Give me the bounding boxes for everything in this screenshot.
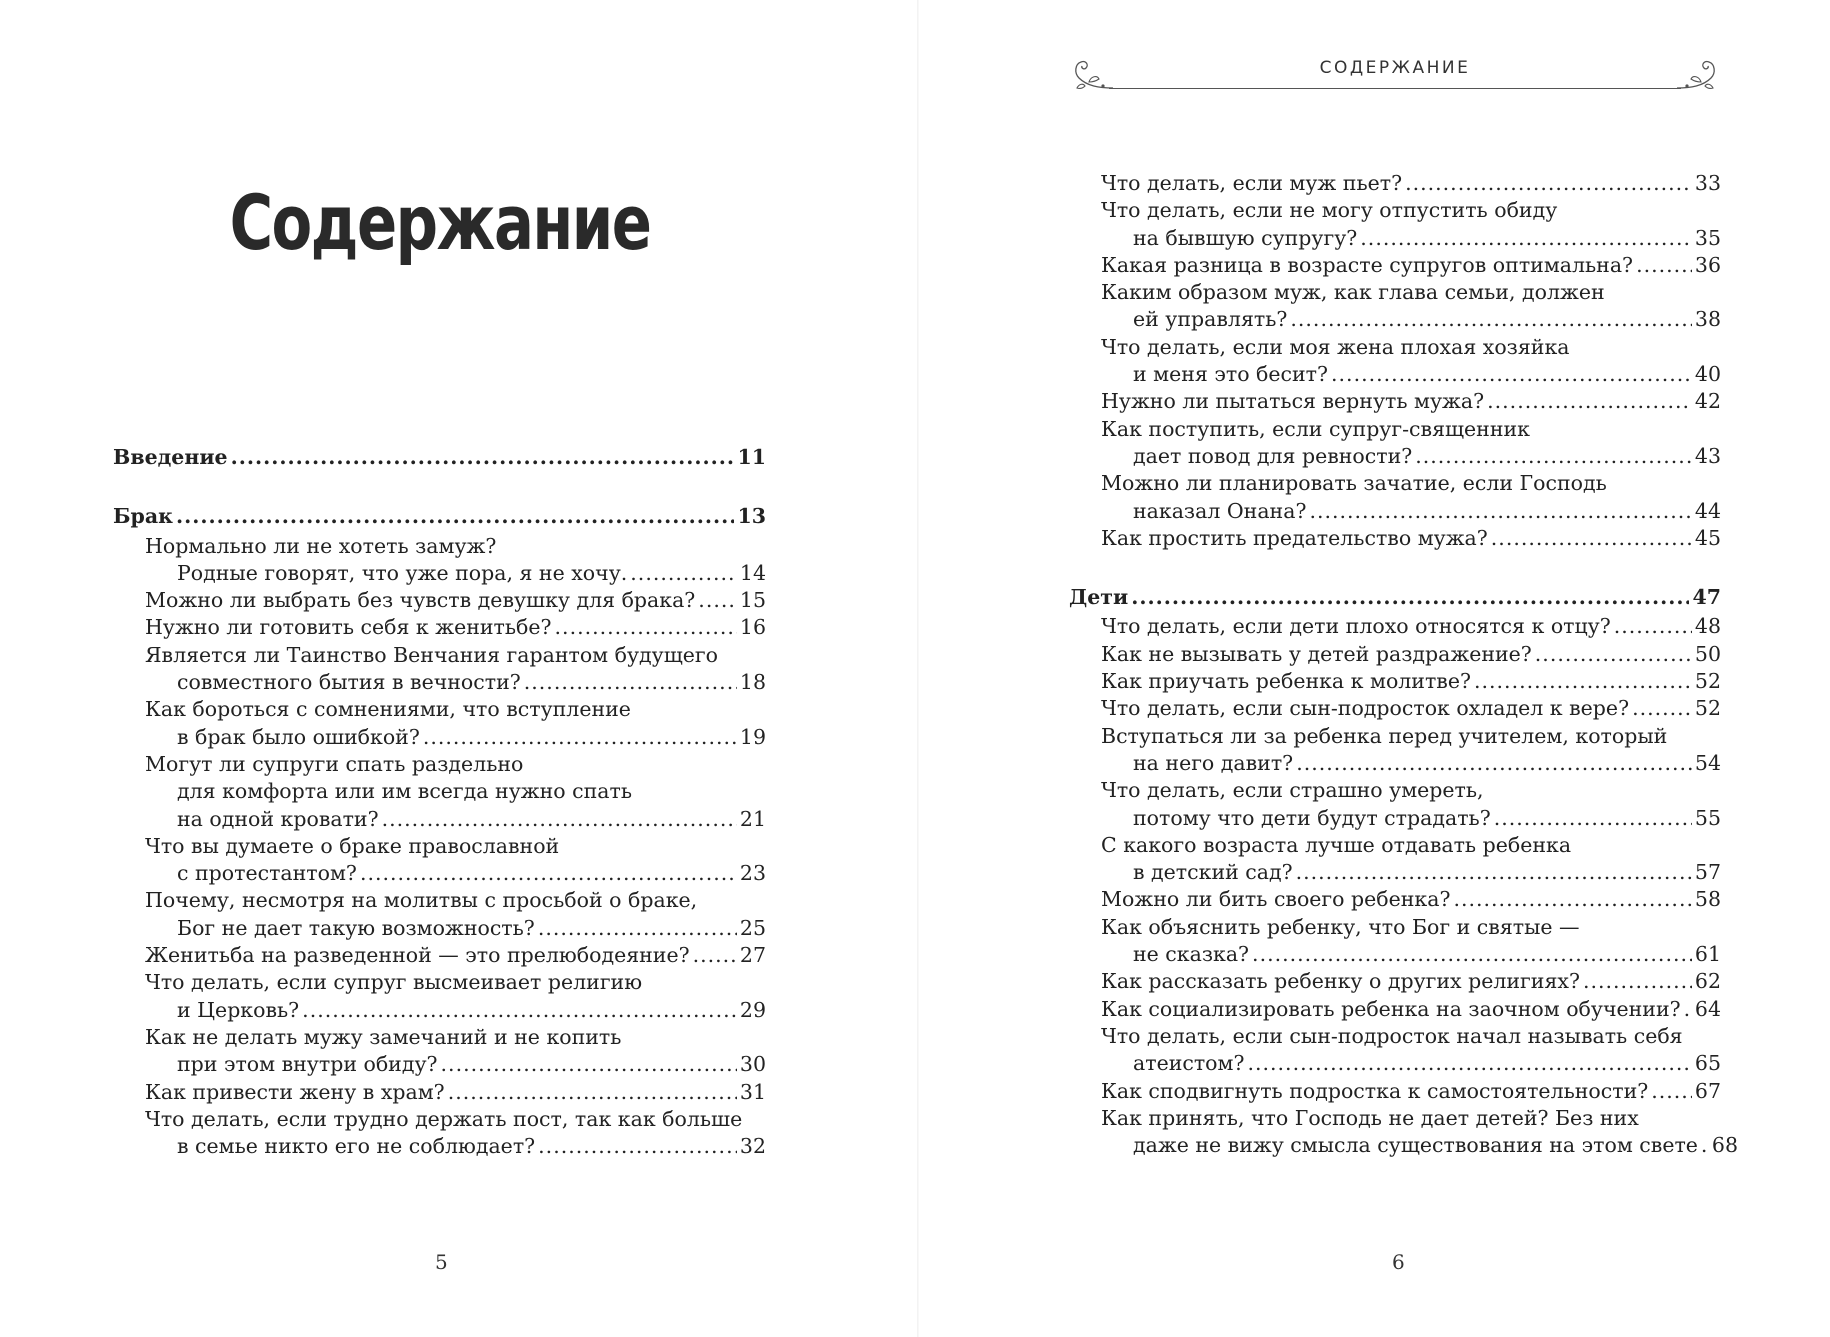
toc-entry	[113, 587, 766, 614]
toc-page-number: 11	[737, 445, 766, 469]
toc-page-number: 27	[739, 943, 766, 968]
toc-entry	[1069, 306, 1721, 333]
toc-entry	[113, 860, 766, 887]
dot-leader	[1405, 170, 1692, 197]
dot-leader	[1360, 225, 1692, 252]
toc-entry	[1069, 613, 1721, 640]
toc-section-entry	[1069, 584, 1721, 611]
dot-leader	[1487, 388, 1692, 415]
toc-page-number: 31	[739, 1079, 766, 1104]
dot-leader	[630, 560, 737, 587]
toc-entry-text: Бог не дает такую возможность?	[177, 915, 535, 940]
toc-entry	[1069, 170, 1721, 197]
toc-entry-text: Является ли Таинство Венчания гарантом будущего	[145, 642, 718, 667]
toc-entry-text: Брак	[113, 504, 173, 529]
toc-entry-text: Что делать, если моя жена плохая хозяйка	[1101, 334, 1570, 359]
dot-leader	[1583, 968, 1692, 995]
toc-page-number: 43	[1694, 443, 1721, 468]
dot-leader	[1494, 805, 1692, 832]
toc-entry-text: Вступаться ли за ребенка перед учителем, который	[1101, 723, 1668, 748]
dot-leader	[382, 806, 737, 833]
dot-leader	[1247, 1050, 1691, 1077]
toc-entry-text: на него давит?	[1133, 750, 1294, 775]
toc-entry-text: не сказка?	[1133, 942, 1250, 967]
toc-entry	[113, 696, 766, 723]
dot-leader	[555, 614, 737, 641]
toc-entry	[1069, 805, 1721, 832]
toc-entry	[113, 915, 766, 942]
toc-entry	[1069, 941, 1721, 968]
toc-page-number: 61	[1694, 942, 1721, 967]
toc-entry	[1069, 668, 1721, 695]
toc-entry-text: Как рассказать ребенку о других религиях?	[1101, 969, 1580, 994]
dot-leader	[1636, 252, 1692, 279]
toc-entry	[1069, 225, 1721, 252]
toc-entry	[1069, 1050, 1721, 1077]
toc-page-number: 68	[1711, 1133, 1739, 1158]
toc-page-number: 52	[1694, 696, 1721, 721]
toc-page-number: 42	[1694, 389, 1721, 414]
toc-page-number: 19	[739, 724, 766, 749]
toc-section-entry	[113, 503, 766, 530]
toc-entry	[113, 806, 766, 833]
toc-entry-text: для комфорта или им всегда нужно спать	[177, 779, 633, 804]
toc-entry-text: С какого возраста лучше отдавать ребенка	[1101, 832, 1572, 857]
toc-entry	[1069, 279, 1721, 306]
toc-entry-text: Что вы думаете о браке православной	[145, 833, 560, 858]
dot-leader	[441, 1051, 737, 1078]
toc-entry	[1069, 914, 1721, 941]
toc-entry	[1069, 886, 1721, 913]
toc-entry	[113, 887, 766, 914]
toc-entry	[113, 778, 766, 805]
toc-entry-text: Как принять, что Господь не дает детей? Без них	[1101, 1105, 1639, 1130]
toc-entry	[113, 1051, 766, 1078]
toc-entry	[1069, 334, 1721, 361]
toc-entry-text: Что делать, если сын-подросток начал называть себя	[1101, 1023, 1683, 1048]
toc-page-number: 50	[1694, 641, 1721, 666]
toc-page-number: 35	[1694, 225, 1721, 250]
toc-entry-text: при этом внутри обиду?	[177, 1052, 438, 1077]
dot-leader	[538, 915, 737, 942]
toc-page-number: 48	[1694, 614, 1721, 639]
toc-page-number: 62	[1694, 969, 1721, 994]
dot-leader	[1453, 886, 1691, 913]
toc-page-number: 14	[739, 560, 766, 585]
running-head	[1069, 44, 1721, 104]
toc-entry	[1069, 1078, 1721, 1105]
dot-leader	[231, 444, 735, 471]
toc-entry-text: Каким образом муж, как глава семьи, должен	[1101, 280, 1605, 305]
toc-entry-text: дает повод для ревности?	[1133, 443, 1413, 468]
toc-entry-text: и меня это бесит?	[1133, 362, 1329, 387]
toc-entry-text: Как не вызывать у детей раздражение?	[1101, 641, 1532, 666]
toc-entry	[1069, 252, 1721, 279]
toc-entry	[1069, 197, 1721, 224]
dot-leader	[1632, 695, 1692, 722]
toc-entry	[1069, 641, 1721, 668]
toc-entry-text: Родные говорят, что уже пора, я не хочу.	[177, 560, 628, 585]
toc-entry	[1069, 1023, 1721, 1050]
toc-entry	[113, 1133, 766, 1160]
toc-entry-text: Как поступить, если супруг-священник	[1101, 416, 1530, 441]
toc-page-number: 40	[1694, 362, 1721, 387]
toc-entry-text: Что делать, если трудно держать пост, так как больше	[145, 1106, 743, 1131]
toc-spacer	[1069, 552, 1721, 584]
dot-leader	[1701, 1132, 1709, 1159]
toc-entry-text: Как социализировать ребенка на заочном обучении?	[1101, 996, 1681, 1021]
toc-entry	[1069, 859, 1721, 886]
dot-leader	[176, 503, 735, 530]
toc-entry	[1069, 750, 1721, 777]
toc-entry	[1069, 723, 1721, 750]
toc-entry-text: ей управлять?	[1133, 307, 1288, 332]
toc-page-number: 44	[1694, 498, 1721, 523]
dot-leader	[1415, 443, 1692, 470]
toc-entry-text: Как объяснить ребенку, что Бог и святые —	[1101, 914, 1580, 939]
toc-spacer	[113, 471, 766, 503]
toc-page-number: 23	[739, 861, 766, 886]
toc-page-number: 52	[1694, 669, 1721, 694]
dot-leader	[1296, 750, 1692, 777]
toc-entry-text: Что делать, если супруг высмеивает религию	[145, 970, 643, 995]
toc-entry-text: совместного бытия в вечности?	[177, 670, 521, 695]
toc-page-number: 15	[739, 588, 766, 613]
toc-entry	[113, 969, 766, 996]
dot-leader	[302, 997, 737, 1024]
toc-entry-text: Как не делать мужу замечаний и не копить	[145, 1024, 622, 1049]
dot-leader	[1535, 641, 1692, 668]
toc-entry-text: Как бороться с сомнениями, что вступление	[145, 697, 631, 722]
toc-entry	[1069, 695, 1721, 722]
toc-page-number: 36	[1694, 252, 1721, 277]
toc-page-number: 47	[1692, 585, 1721, 610]
toc-page-number: 54	[1694, 750, 1721, 775]
toc-entry-text: Что делать, если не могу отпустить обиду	[1101, 198, 1558, 223]
toc-page-number: 38	[1694, 307, 1721, 332]
toc-entry	[113, 942, 766, 969]
toc-page-number: 55	[1694, 805, 1721, 830]
toc-entry-text: в детский сад?	[1133, 860, 1293, 885]
toc-entry-text: Что делать, если страшно умереть,	[1101, 778, 1484, 803]
toc-entry	[113, 642, 766, 669]
toc-entry	[113, 1024, 766, 1051]
dot-leader	[423, 724, 737, 751]
dot-leader	[360, 860, 737, 887]
toc-page-number: 21	[739, 806, 766, 831]
toc-page-number: 18	[739, 670, 766, 695]
toc-page-number: 45	[1694, 525, 1721, 550]
toc-entry	[113, 669, 766, 696]
page-number: 5	[435, 1250, 448, 1274]
toc-entry-text: Почему, несмотря на молитвы с просьбой о браке,	[145, 888, 698, 913]
dot-leader	[538, 1133, 737, 1160]
toc-entry	[113, 833, 766, 860]
toc-entry-text: с протестантом?	[177, 861, 357, 886]
toc-entry	[1069, 1105, 1721, 1132]
toc-entry-text: Какая разница в возрасте супругов оптимальна?	[1101, 252, 1634, 277]
running-head-title: СОДЕРЖАНИЕ	[1319, 58, 1471, 78]
toc-entry-text: Что делать, если сын-подросток охладел к вере?	[1101, 696, 1630, 721]
toc-entry	[113, 997, 766, 1024]
dot-leader	[1331, 361, 1692, 388]
toc-page-number: 32	[739, 1134, 766, 1159]
toc-entry-text: наказал Онана?	[1133, 498, 1307, 523]
toc-entry	[113, 1106, 766, 1133]
toc-entry	[113, 724, 766, 751]
toc-entry	[113, 560, 766, 587]
toc-entry-text: Женитьба на разведенной — это прелюбодеяние?	[145, 943, 690, 968]
toc-entry-text: Что делать, если дети плохо относятся к отцу?	[1101, 614, 1611, 639]
toc-entry	[1069, 388, 1721, 415]
toc-entry-text: Что делать, если муж пьет?	[1101, 171, 1403, 195]
toc-entry-text: Нужно ли пытаться вернуть мужа?	[1101, 389, 1485, 414]
toc-entry-text: в брак было ошибкой?	[177, 724, 420, 749]
toc-entry-text: Можно ли планировать зачатие, если Господь	[1101, 471, 1607, 496]
toc-entry	[1069, 1132, 1739, 1159]
dot-leader	[693, 942, 737, 969]
page-number: 6	[1392, 1250, 1405, 1274]
toc-entry-text: Нужно ли готовить себя к женитьбе?	[145, 615, 552, 640]
flourish-right-icon	[1673, 48, 1721, 96]
dot-leader	[1491, 525, 1692, 552]
toc-entry-text: потому что дети будут страдать?	[1133, 805, 1491, 830]
dot-leader	[1131, 584, 1689, 611]
dot-leader	[698, 587, 737, 614]
toc-entry-text: Введение	[113, 445, 228, 469]
toc-entry-text: на бывшую супругу?	[1133, 225, 1358, 250]
toc-entry	[1069, 361, 1721, 388]
toc-entry-text: атеистом?	[1133, 1051, 1245, 1076]
toc-list-left	[113, 444, 766, 1160]
toc-entry-text: на одной кровати?	[177, 806, 379, 831]
toc-entry	[1069, 470, 1721, 497]
toc-entry-text: Дети	[1069, 585, 1129, 610]
dot-leader	[1290, 306, 1692, 333]
dot-leader	[1309, 498, 1691, 525]
toc-entry-text: Можно ли бить своего ребенка?	[1101, 887, 1451, 912]
toc-entry	[113, 751, 766, 778]
toc-page-number: 13	[737, 504, 766, 529]
toc-entry	[1069, 525, 1721, 552]
toc-page-number: 33	[1694, 171, 1721, 195]
toc-entry	[113, 533, 766, 560]
dot-leader	[1614, 613, 1692, 640]
dot-leader	[1684, 996, 1692, 1023]
dot-leader	[1651, 1078, 1692, 1105]
toc-entry-text: Как простить предательство мужа?	[1101, 525, 1488, 550]
toc-page-number: 65	[1694, 1051, 1721, 1076]
toc-entry-text: Как привести жену в храм?	[145, 1079, 445, 1104]
toc-entry-text: Как сподвигнуть подростка к самостоятельности?	[1101, 1078, 1649, 1103]
toc-entry	[1069, 443, 1721, 470]
toc-page-number: 57	[1694, 860, 1721, 885]
toc-entry	[1069, 777, 1721, 804]
toc-entry	[113, 1079, 766, 1106]
toc-entry	[1069, 996, 1721, 1023]
toc-entry-text: даже не вижу смысла существования на этом свете	[1133, 1133, 1698, 1158]
toc-entry-text: Как приучать ребенка к молитве?	[1101, 669, 1471, 694]
dot-leader	[1474, 668, 1692, 695]
toc-entry-text: Могут ли супруги спать раздельно	[145, 751, 524, 776]
toc-page-number: 58	[1694, 887, 1721, 912]
toc-page-number: 67	[1694, 1078, 1721, 1103]
toc-page-number: 30	[739, 1052, 766, 1077]
toc-page-number: 25	[739, 915, 766, 940]
dot-leader	[448, 1079, 737, 1106]
toc-entry	[1069, 832, 1721, 859]
toc-section-entry	[113, 444, 766, 471]
toc-entry	[1069, 968, 1721, 995]
toc-list-right	[1069, 170, 1739, 1159]
toc-entry-text: в семье никто его не соблюдает?	[177, 1134, 536, 1159]
dot-leader	[1296, 859, 1692, 886]
dot-leader	[1252, 941, 1692, 968]
toc-page-number: 64	[1694, 996, 1721, 1021]
toc-entry-text: Нормально ли не хотеть замуж?	[145, 533, 497, 558]
page-title: Содержание	[229, 178, 651, 267]
toc-entry	[1069, 416, 1721, 443]
toc-page-number: 16	[739, 615, 766, 640]
toc-entry	[113, 614, 766, 641]
toc-page-number: 29	[739, 997, 766, 1022]
toc-entry	[1069, 498, 1721, 525]
dot-leader	[524, 669, 737, 696]
running-head-rule	[1109, 88, 1681, 89]
toc-entry-text: Можно ли выбрать без чувств девушку для брака?	[145, 588, 696, 613]
toc-entry-text: и Церковь?	[177, 997, 300, 1022]
